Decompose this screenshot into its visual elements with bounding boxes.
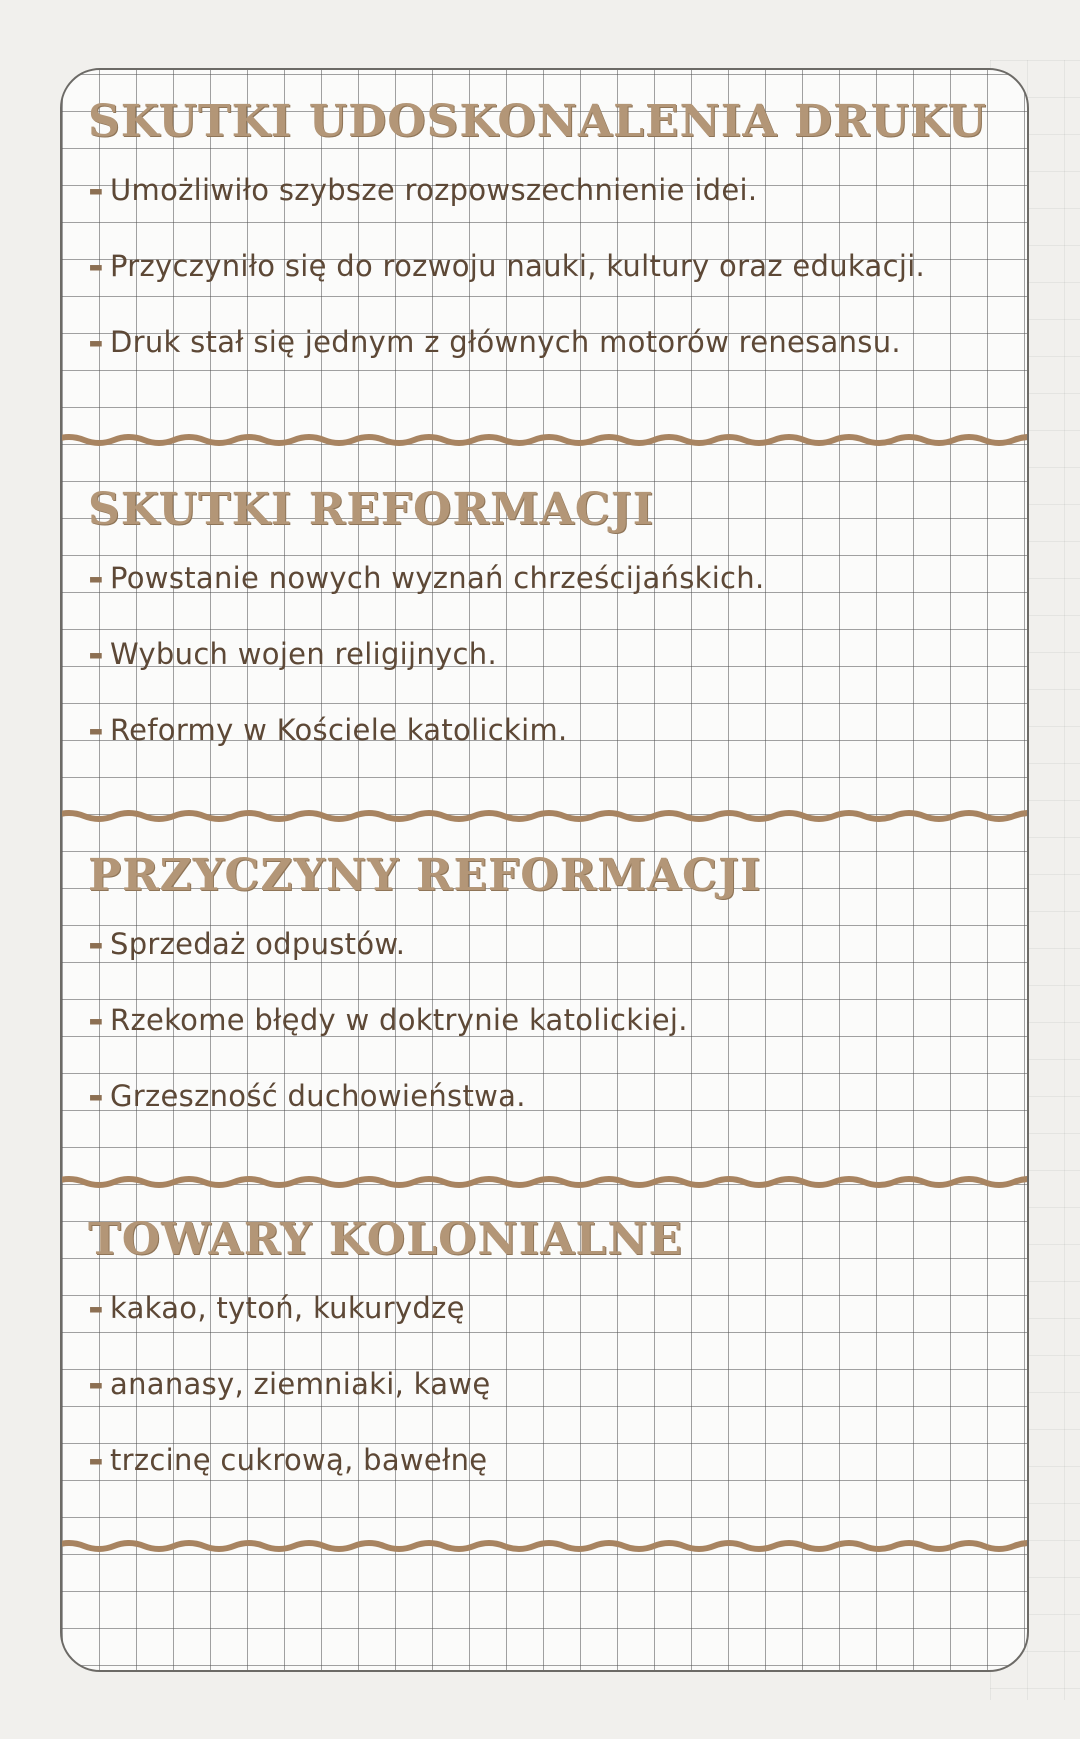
- dash-icon: -: [88, 1438, 104, 1482]
- wavy-divider: [60, 1538, 1029, 1554]
- dash-icon: -: [88, 320, 104, 364]
- list-item: [88, 616, 1007, 692]
- list-item: [88, 692, 1007, 768]
- list-item: [88, 228, 1007, 304]
- list-item-text: Wybuch wojen religijnych.: [110, 637, 497, 671]
- list-item-text: trzcinę cukrową, bawełnę: [110, 1443, 488, 1477]
- list-item-text: Umożliwiło szybsze rozpowszechnienie idei.: [110, 173, 758, 207]
- dash-icon: -: [88, 708, 104, 752]
- section-towary-kolonialne: [88, 1210, 1007, 1498]
- dash-icon: -: [88, 1074, 104, 1118]
- list-item: [88, 1270, 1007, 1346]
- section-heading: SKUTKI REFORMACJI: [88, 484, 655, 535]
- dash-icon: -: [88, 632, 104, 676]
- list-item: [88, 152, 1007, 228]
- list-item-text: Przyczyniło się do rozwoju nauki, kultury oraz edukacji.: [110, 249, 926, 283]
- section-skutki-reformacji: [88, 480, 1007, 768]
- list-item: [88, 1422, 1007, 1498]
- wavy-divider: [60, 808, 1029, 824]
- section-heading: TOWARY KOLONIALNE: [88, 1214, 684, 1265]
- section-heading: PRZYCZYNY REFORMACJI: [88, 850, 762, 901]
- section-skutki-druku: [88, 92, 1007, 380]
- dash-icon: -: [88, 1362, 104, 1406]
- wavy-divider: [60, 432, 1029, 448]
- list-item: [88, 304, 1007, 380]
- list-item-text: Druk stał się jednym z głównych motorów renesansu.: [110, 325, 901, 359]
- list-item-text: Powstanie nowych wyznań chrześcijańskich.: [110, 561, 765, 595]
- list-item-text: Sprzedaż odpustów.: [110, 927, 406, 961]
- list-item-text: Grzeszność duchowieństwa.: [110, 1079, 526, 1113]
- section-heading: SKUTKI UDOSKONALENIA DRUKU: [88, 96, 987, 147]
- wavy-divider: [60, 1174, 1029, 1190]
- notebook-page: [60, 68, 1029, 1672]
- section-przyczyny-reformacji: [88, 846, 1007, 1134]
- list-item: [88, 982, 1007, 1058]
- list-item-text: Rzekome błędy w doktrynie katolickiej.: [110, 1003, 688, 1037]
- dash-icon: -: [88, 168, 104, 212]
- list-item-text: Reformy w Kościele katolickim.: [110, 713, 568, 747]
- list-item-text: kakao, tytoń, kukurydzę: [110, 1291, 465, 1325]
- dash-icon: -: [88, 244, 104, 288]
- list-item-text: ananasy, ziemniaki, kawę: [110, 1367, 491, 1401]
- list-item: [88, 540, 1007, 616]
- dash-icon: -: [88, 922, 104, 966]
- dash-icon: -: [88, 998, 104, 1042]
- list-item: [88, 906, 1007, 982]
- list-item: [88, 1346, 1007, 1422]
- dash-icon: -: [88, 556, 104, 600]
- dash-icon: -: [88, 1286, 104, 1330]
- list-item: [88, 1058, 1007, 1134]
